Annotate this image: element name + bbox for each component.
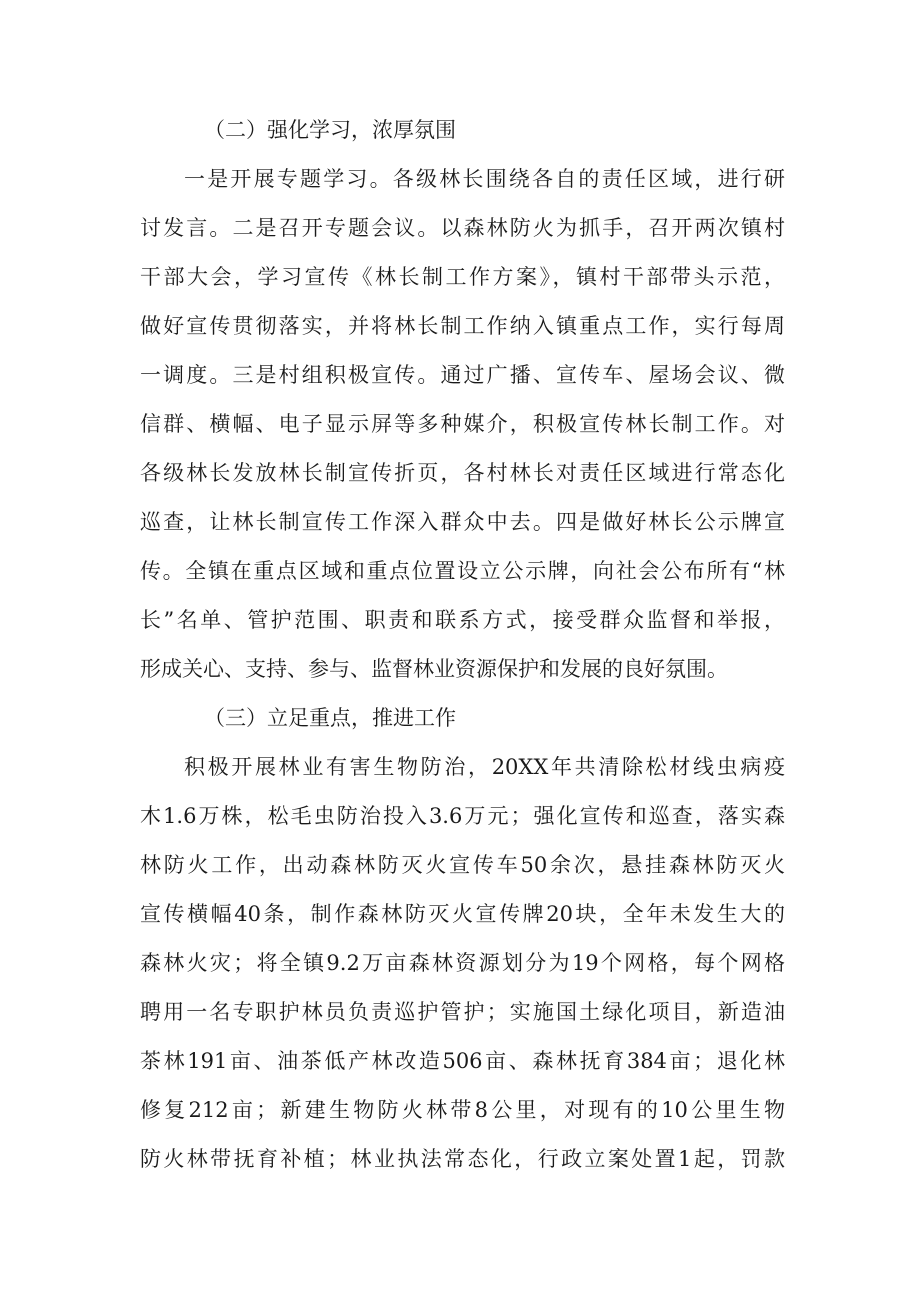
paragraph-line: 干部大会，学习宣传《林长制工作方案》，镇村干部带头示范， xyxy=(140,265,785,289)
paragraph-line: 一是开展专题学习。各级林长围绕各自的责任区域，进行研 xyxy=(184,167,785,191)
paragraph-line: 巡查，让林长制宣传工作深入群众中去。四是做好林长公示牌宣 xyxy=(140,510,785,534)
paragraph-line: 积极开展林业有害生物防治，20XX年共清除松材线虫病疫 xyxy=(184,755,785,779)
paragraph-line: 林防火工作，出动森林防灭火宣传车50余次，悬挂森林防灭火 xyxy=(140,853,785,877)
paragraph-line: 茶林191亩、油茶低产林改造506亩、森林抚育384亩；退化林 xyxy=(140,1049,785,1073)
paragraph-line: 各级林长发放林长制宣传折页，各村林长对责任区域进行常态化 xyxy=(140,461,785,485)
paragraph-line: 做好宣传贯彻落实，并将林长制工作纳入镇重点工作，实行每周 xyxy=(140,314,785,338)
paragraph-line: 长”名单、管护范围、职责和联系方式，接受群众监督和举报， xyxy=(140,608,785,632)
paragraph-line: 形成关心、支持、参与、监督林业资源保护和发展的良好氛围。 xyxy=(140,657,728,681)
paragraph-line: 修复212亩；新建生物防火林带8公里，对现有的10公里生物 xyxy=(140,1098,785,1122)
document-body xyxy=(140,106,785,1184)
paragraph-line: 防火林带抚育补植；林业执法常态化，行政立案处置1起，罚款 xyxy=(140,1147,785,1171)
paragraph-line: 木1.6万株，松毛虫防治投入3.6万元；强化宣传和巡查，落实森 xyxy=(140,804,785,828)
paragraph-line: 传。全镇在重点区域和重点位置设立公示牌，向社会公布所有“林 xyxy=(140,559,785,583)
paragraph-line: 森林火灾；将全镇9.2万亩森林资源划分为19个网格，每个网格 xyxy=(140,951,785,975)
section-heading-3: （三）立足重点，推进工作 xyxy=(204,706,456,730)
paragraph-line: 一调度。三是村组积极宣传。通过广播、宣传车、屋场会议、微 xyxy=(140,363,785,387)
paragraph-line: 讨发言。二是召开专题会议。以森林防火为抓手，召开两次镇村 xyxy=(140,216,785,240)
paragraph-line: 宣传横幅40条，制作森林防灭火宣传牌20块，全年未发生大的 xyxy=(140,902,785,926)
paragraph-line: 信群、横幅、电子显示屏等多种媒介，积极宣传林长制工作。对 xyxy=(140,412,785,436)
paragraph-line: 聘用一名专职护林员负责巡护管护；实施国土绿化项目，新造油 xyxy=(140,1000,785,1024)
section-heading-2: （二）强化学习，浓厚氛围 xyxy=(204,118,456,142)
